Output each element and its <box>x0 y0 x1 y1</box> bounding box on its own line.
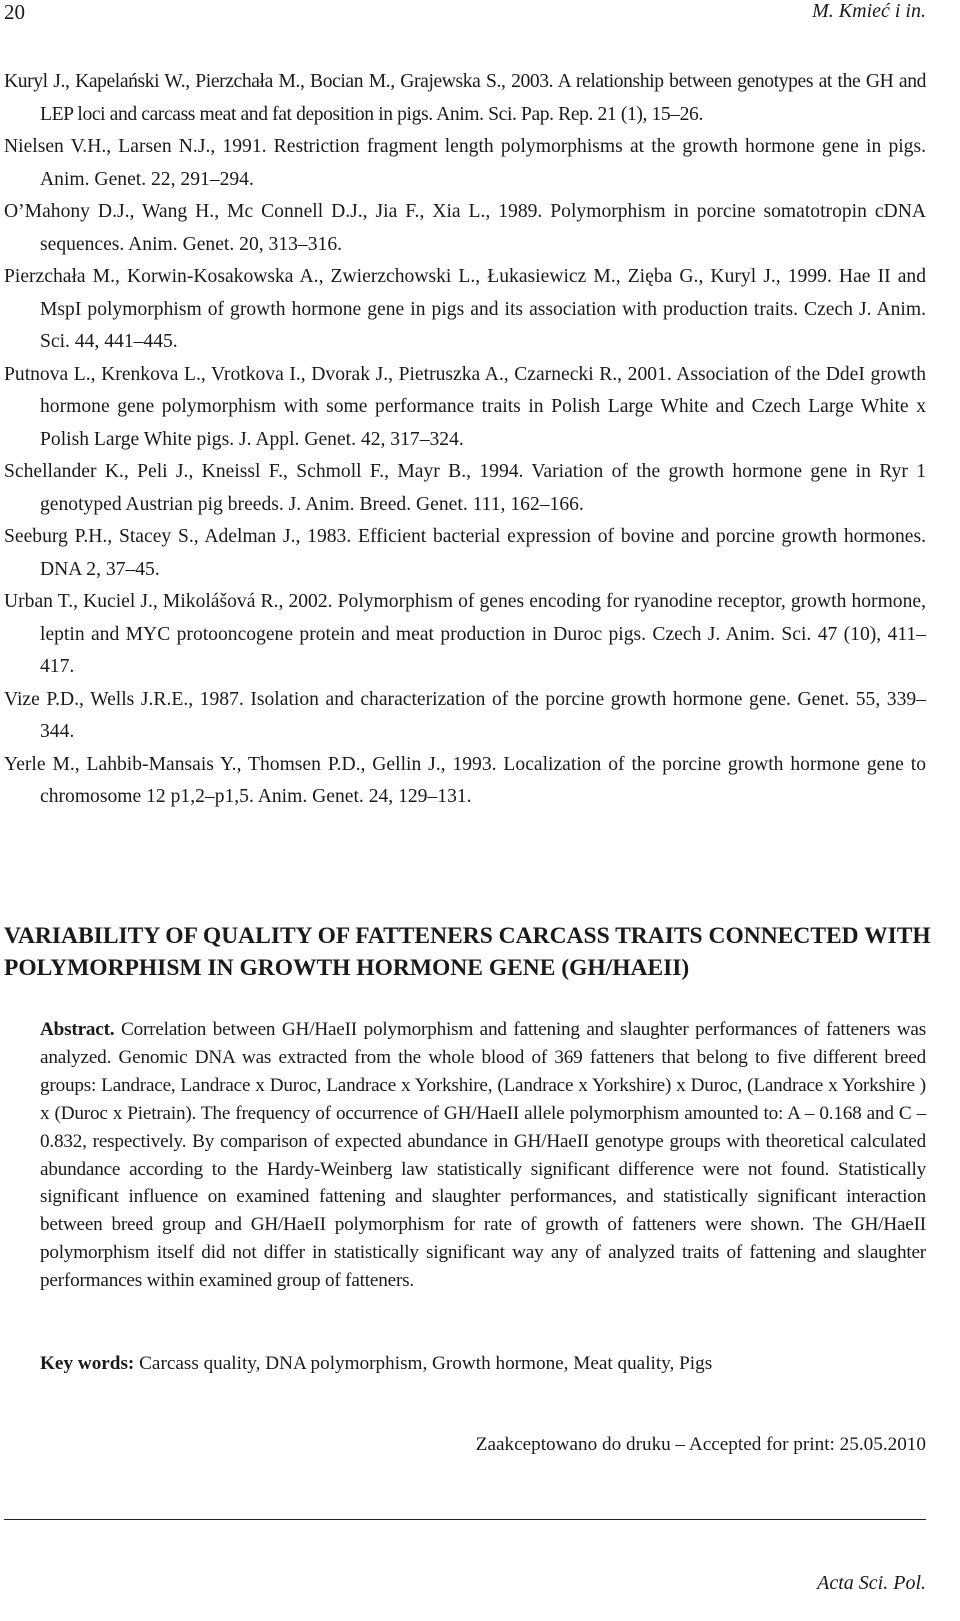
abstract-text: Correlation between GH/HaeII polymorphism and fattening and slaughter performances of fatteners was analyzed. Genomic DNA was extracted from the whole blood of 369 fatteners that belong to five different breed groups: Landrace, Landrace x Duroc, Landrace x Yorkshire, (Landrace x Yorkshire) x Duroc, (Landrace x Yorkshire ) x (Duroc x Pietrain). The frequency of occurrence of GH/HaeII allele polymorphism amounted to: A – 0.168 and C – 0.832, respectively. By comparison of expected abundance in GH/HaeII genotype groups with theoretical calculated abundance according to the Hardy-Weinberg law statistically significant difference were not found. Statistically significant influence on examined fattening and slaughter performances, and statistically significant interaction between breed group and GH/HaeII polymorphism for rate of growth of fatteners were shown. The GH/HaeII polymorphism itself did not differ in statistically significant way any of analyzed traits of fattening and slaughter performances within examined group of fatteners. <box>40 1019 926 1292</box>
reference-item: Urban T., Kuciel J., Mikolášová R., 2002. Polymorphism of genes encoding for ryanodine receptor, growth hormone, leptin and MYC protooncogene protein and meat production in Duroc pigs. Czech J. Anim. Sci. 47 (10), 411–417. <box>4 591 926 677</box>
references-list <box>4 66 926 814</box>
running-head: M. Kmieć i in. <box>812 0 926 22</box>
abstract-label: Abstract. <box>40 1019 115 1040</box>
reference-item: O’Mahony D.J., Wang H., Mc Connell D.J., Jia F., Xia L., 1989. Polymorphism in porcine somatotropin cDNA sequences. Anim. Genet. 20, 313–316. <box>4 201 926 255</box>
reference-item: Yerle M., Lahbib-Mansais Y., Thomsen P.D., Gellin J., 1993. Localization of the porcine growth hormone gene to chromosome 12 p1,2–p1,5. Anim. Genet. 24, 129–131. <box>4 753 926 807</box>
reference-item: Putnova L., Krenkova L., Vrotkova I., Dvorak J., Pietruszka A., Czarnecki R., 2001. Association of the DdeI growth hormone gene polymorphism with some performance traits in Polish Large White and Czech Large White x Polish Large White pigs. J. Appl. Genet. 42, 317–324. <box>4 363 926 450</box>
keywords-label: Key words: <box>40 1353 135 1374</box>
page-number: 20 <box>4 0 25 24</box>
reference-item: Schellander K., Peli J., Kneissl F., Schmoll F., Mayr B., 1994. Variation of the growth hormone gene in Ryr 1 genotyped Austrian pig breeds. J. Anim. Breed. Genet. 111, 162–166. <box>4 461 926 515</box>
reference-item: Seeburg P.H., Stacey S., Adelman J., 1983. Efficient bacterial expression of bovine and porcine growth hormones. DNA 2, 37–45. <box>4 526 926 580</box>
abstract <box>40 1016 926 1295</box>
reference-item: Kuryl J., Kapelański W., Pierzchała M., Bocian M., Grajewska S., 2003. A relationship between genotypes at the GH and LEP loci and carcass meat and fat deposition in pigs. Anim. Sci. Pap. Rep. 21 (1), 15–26. <box>4 71 926 125</box>
reference-item: Vize P.D., Wells J.R.E., 1987. Isolation and characterization of the porcine growth hormone gene. Genet. 55, 339–344. <box>4 688 926 742</box>
footer-divider <box>4 1519 926 1520</box>
keywords-text: Carcass quality, DNA polymorphism, Growth hormone, Meat quality, Pigs <box>139 1353 713 1374</box>
paper-title: VARIABILITY OF QUALITY OF FATTENERS CARCASS TRAITS CONNECTED WITH POLYMORPHISM IN GROWTH HORMONE GENE (GH/HAEII) <box>4 923 931 981</box>
journal-name: Acta Sci. Pol. <box>817 1572 926 1594</box>
reference-item: Nielsen V.H., Larsen N.J., 1991. Restriction fragment length polymorphisms at the growth hormone gene in pigs. Anim. Genet. 22, 291–294. <box>4 136 926 190</box>
accepted-date: Zaakceptowano do druku – Accepted for print: 25.05.2010 <box>475 1434 926 1455</box>
keywords <box>40 1350 926 1378</box>
reference-item: Pierzchała M., Korwin-Kosakowska A., Zwierzchowski L., Łukasiewicz M., Zięba G., Kuryl J., 1999. Hae II and MspI polymorphism of growth hormone gene in pigs and its association with production traits. Czech J. Anim. Sci. 44, 441–445. <box>4 266 926 352</box>
